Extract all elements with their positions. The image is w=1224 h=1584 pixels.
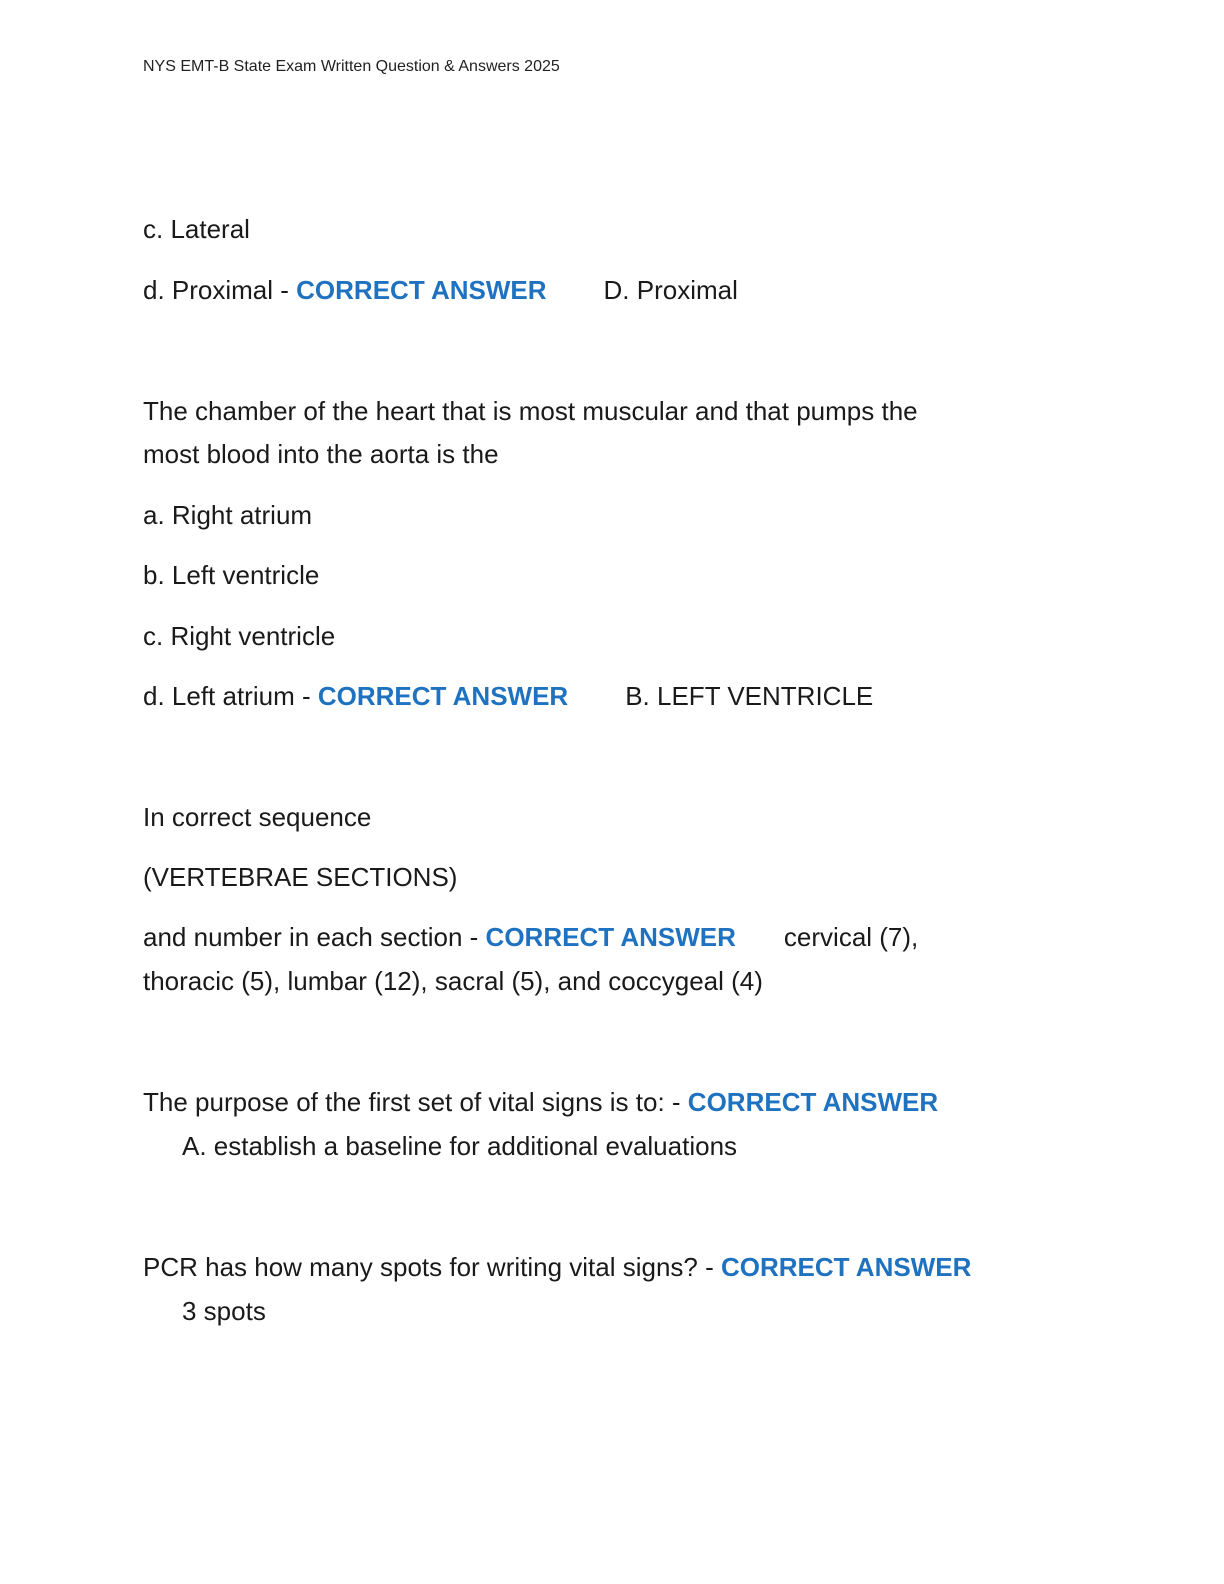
q4-question: [143, 1080, 938, 1124]
correct-answer-label: CORRECT ANSWER: [721, 1252, 972, 1282]
q5-answer: 3 spots: [182, 1296, 266, 1326]
correct-answer-label: CORRECT ANSWER: [296, 275, 547, 305]
q5-question: [143, 1245, 971, 1289]
page-header: NYS EMT-B State Exam Written Question & Answers 2025: [143, 58, 560, 75]
q3-question-text: and number in each section -: [143, 922, 486, 952]
q1-answer: D. Proximal: [603, 275, 738, 305]
q4-question-text: The purpose of the first set of vital signs is to: -: [143, 1087, 688, 1117]
correct-answer-label: CORRECT ANSWER: [687, 1087, 939, 1117]
q2-question-line1: The chamber of the heart that is most muscular and that pumps the: [143, 396, 918, 426]
correct-answer-label: CORRECT ANSWER: [317, 681, 569, 711]
q3-question-line2: (VERTEBRAE SECTIONS): [143, 862, 458, 892]
q2-option-d-text: d. Left atrium -: [143, 681, 318, 711]
q5-question-text: PCR has how many spots for writing vital signs? -: [143, 1252, 721, 1282]
q4-answer: A. establish a baseline for additional evaluations: [182, 1131, 738, 1161]
q2-option-c: c. Right ventricle: [143, 621, 336, 651]
q3-answer-part2: thoracic (5), lumbar (12), sacral (5), and coccygeal (4): [143, 966, 763, 996]
q2-question-line2: most blood into the aorta is the: [143, 439, 499, 469]
q2-option-d: [143, 674, 873, 718]
correct-answer-label: CORRECT ANSWER: [485, 922, 736, 952]
q3-answer-part1: cervical (7),: [783, 922, 919, 952]
q3-question-line3: [143, 915, 918, 959]
q2-option-a: a. Right atrium: [143, 500, 313, 530]
q1-option-d-text: d. Proximal -: [143, 275, 297, 305]
q1-option-d: [143, 268, 738, 312]
q1-option-c: c. Lateral: [143, 214, 250, 244]
q3-question-line1: In correct sequence: [143, 802, 372, 832]
q2-option-b: b. Left ventricle: [143, 560, 320, 590]
q2-answer: B. LEFT VENTRICLE: [625, 681, 874, 711]
